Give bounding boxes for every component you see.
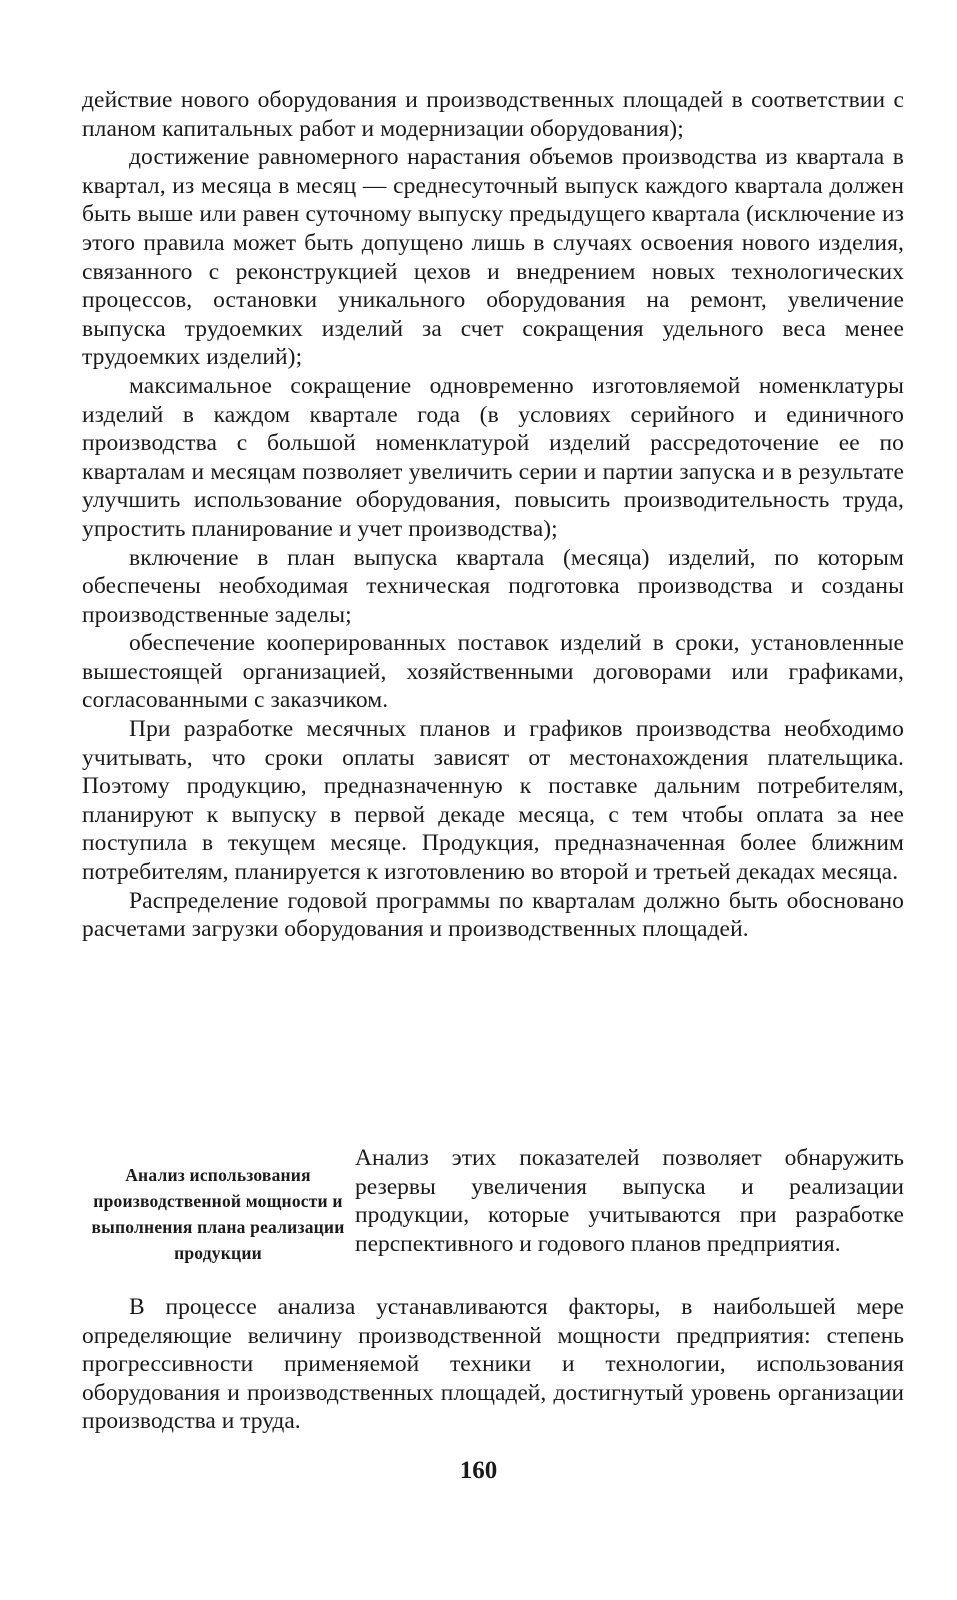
- paragraph-continuation: действие нового оборудования и производственных площадей в соответствии с планом капитальных работ и модернизации оборудования);: [82, 87, 904, 142]
- list-item-production-preparation: включение в план выпуска квартала (месяца) изделий, по которым обеспечены необходимая техническая подготовка производства и созданы производственные заделы;: [82, 544, 904, 628]
- paragraph-analysis-factors: В процессе анализа устанавливаются факторы, в наибольшей мере определяющие величину производственной мощности предприятия: степень прогрессивности применяемой техники и технологии, использования оборудования и производственных площадей, достигнутый уровень организации производства и труда.: [82, 1294, 904, 1435]
- section-with-margin-heading: [82, 1144, 904, 1290]
- final-paragraph-block: [82, 1293, 904, 1436]
- list-item-cooperative-deliveries: обеспечение кооперированных поставок изделий в сроки, установленные вышестоящей организацией, хозяйственными договорами или графиками, согласованными с заказчиком.: [82, 630, 904, 714]
- list-item-uniform-growth: достижение равномерного нарастания объемов производства из квартала в квартал, из месяца в месяц — среднесуточный выпуск каждого квартала должен быть выше или равен суточному выпуску предыдущего квартала (исключение из этого правила может быть допущено лишь в случаях освоения нового изделия, связанного с реконструкцией цехов и внедрением новых технологических процессов, остановки уникального оборудования на ремонт, увеличение выпуска трудоемких изделий за счет сокращения удельного веса менее трудоемких изделий);: [82, 144, 904, 371]
- main-text: [82, 86, 904, 944]
- section-intro-text: Анализ этих показателей позволяет обнаружить резервы увеличения выпуска и реализации продукции, которые учитываются при разработке перспективного и годового планов предприятия.: [355, 1145, 904, 1257]
- section-heading: Анализ использования производственной мощности и выполнения плана реализации продукции: [91, 1165, 345, 1263]
- list-item-nomenclature: максимальное сокращение одновременно изготовляемой номенклатуры изделий в каждом квартале года (в условиях серийного и единичного производства с большой номенклатурой изделий рассредоточение ее по кварталам и месяцам позволяет увеличить серии и партии запуска и в результате улучшить использование оборудования, повысить производительность труда, упростить планирование и учет производства);: [82, 372, 904, 542]
- page-number: 160: [459, 1457, 498, 1484]
- paragraph-annual-program: Распределение годовой программы по кварталам должно быть обосновано расчетами загрузки оборудования и производственных площадей.: [82, 887, 904, 943]
- paragraph-monthly-plans: При разработке месячных планов и графиков производства необходимо учитывать, что сроки оплаты зависят от местонахождения плательщика. Поэтому продукцию, предназначенную к поставке дальним потребителям, планируют к выпуску в первой декаде месяца, с тем чтобы оплата за нее поступила в текущем месяце. Продукция, предназначенная более ближним потребителям, планируется к изготовлению во второй и третьей декадах месяца.: [82, 716, 904, 886]
